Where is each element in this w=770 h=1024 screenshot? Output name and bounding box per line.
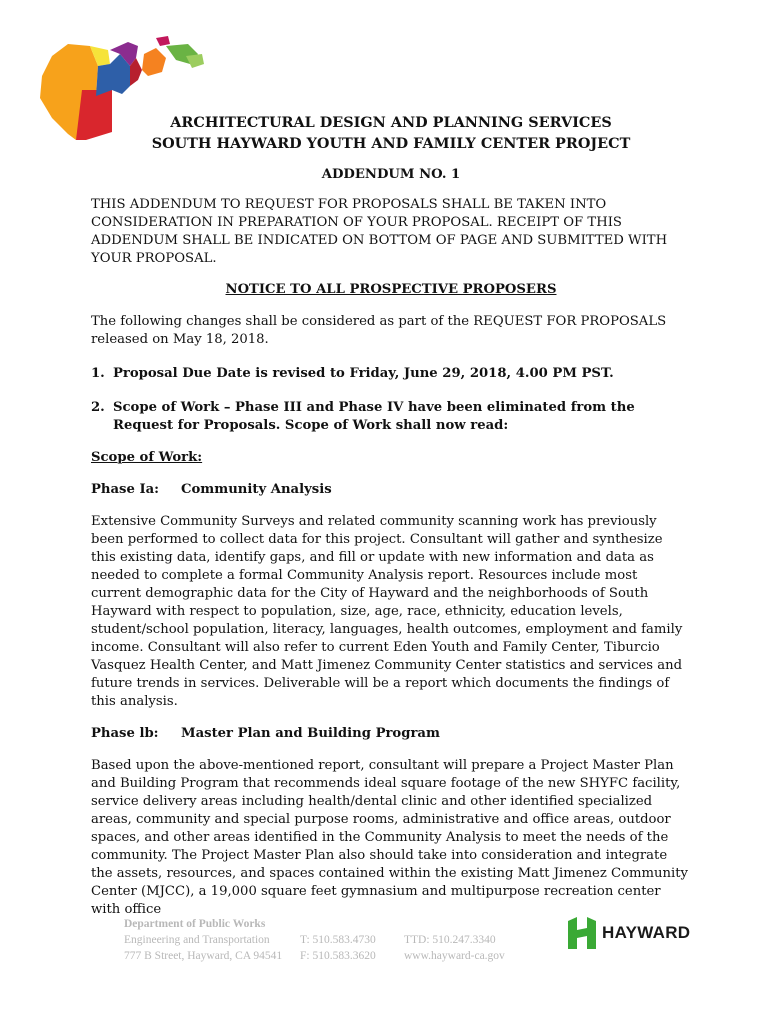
phase-ib-heading: [91, 725, 691, 743]
footer-ttd: TTD: 510.247.3340: [404, 934, 496, 946]
list-item-number: 1.: [91, 366, 105, 381]
document-body: [91, 112, 691, 919]
footer-phone: T: 510.583.4730: [300, 934, 376, 946]
changes-intro: The following changes shall be considered as part of the REQUEST FOR PROPOSALS released on May 18, 2018.: [91, 314, 667, 347]
phase-ia-heading: [91, 481, 691, 499]
map-region-magenta: [156, 36, 170, 46]
phase-ib-title: Master Plan and Building Program: [181, 726, 440, 741]
map-region-lightgreen: [186, 54, 204, 68]
footer-row-2: [124, 948, 724, 964]
scope-heading: Scope of Work:: [91, 450, 203, 465]
list-item: [91, 365, 691, 383]
list-item-text: Scope of Work – Phase III and Phase IV have been eliminated from the Request for Proposals. Scope of Work shall now read:: [113, 400, 635, 433]
list-item-text: Proposal Due Date is revised to Friday, June 29, 2018, 4.00 PM PST.: [113, 366, 614, 381]
phase-ia-title: Community Analysis: [181, 482, 332, 497]
map-region-orange-east: [142, 48, 166, 76]
phase-ia-body: Extensive Community Surveys and related community scanning work has previously been performed to collect data for this project. Consultant will gather and synthesize this existing data, identify gaps, and fill or update with new information and data as needed to complete a formal Community Analysis report. Resources include most current demographic data for the City of Hayward and the neighborhoods of South Hayward with respect to population, size, age, race, ethnicity, education levels, student/school population, literacy, languages, health outcomes, employment and family income. Consultant will also refer to current Eden Youth and Family Center, Tiburcio Vasquez Health Center, and Matt Jimenez Community Center statistics and services and future trends in services. Deliverable will be a report which documents the findings of this analysis.: [91, 514, 683, 709]
list-item: [91, 399, 691, 435]
hayward-wordmark: HAYWARD: [602, 923, 691, 942]
document-title: [91, 112, 691, 154]
phase-ib-body: Based upon the above-mentioned report, consultant will prepare a Project Master Plan and Building Program that recommends ideal square footage of the new SHYFC facility, service delivery areas including health/dental clinic and other identified specialized areas, community and special purpose rooms, administrative and office areas, outdoor spaces, and other areas identified in the Community Analysis to meet the needs of the community. The Project Master Plan also should take into consideration and integrate the assets, resources, and spaces contained within the existing Matt Jimenez Community Center (MJCC), a 19,000 square feet gymnasium and multipurpose recreation center with office: [91, 758, 688, 917]
title-line-2: SOUTH HAYWARD YOUTH AND FAMILY CENTER PROJECT: [151, 135, 631, 152]
footer-fax: F: 510.583.3620: [300, 950, 376, 962]
footer-department: Department of Public Works: [124, 918, 266, 930]
footer-website: www.hayward-ca.gov: [404, 950, 505, 962]
phase-ia-label: Phase Ia:: [91, 482, 160, 497]
hayward-logo: [568, 916, 704, 950]
intro-paragraph: THIS ADDENDUM TO REQUEST FOR PROPOSALS SHALL BE TAKEN INTO CONSIDERATION IN PREPARATION OF YOUR PROPOSAL. RECEIPT OF THIS ADDENDUM SHALL BE INDICATED ON BOTTOM OF PAGE AND SUBMITTED WITH YOUR PROPOSAL.: [91, 197, 668, 266]
addendum-number: ADDENDUM NO. 1: [321, 167, 461, 182]
notice-heading: NOTICE TO ALL PROSPECTIVE PROPOSERS: [225, 282, 557, 297]
title-line-1: ARCHITECTURAL DESIGN AND PLANNING SERVICES: [170, 114, 612, 131]
list-item-number: 2.: [91, 400, 105, 415]
hayward-h-icon: [568, 917, 596, 949]
footer-division: Engineering and Transportation: [124, 934, 270, 946]
phase-ib-label: Phase lb:: [91, 726, 159, 741]
footer-address: 777 B Street, Hayward, CA 94541: [124, 950, 283, 962]
